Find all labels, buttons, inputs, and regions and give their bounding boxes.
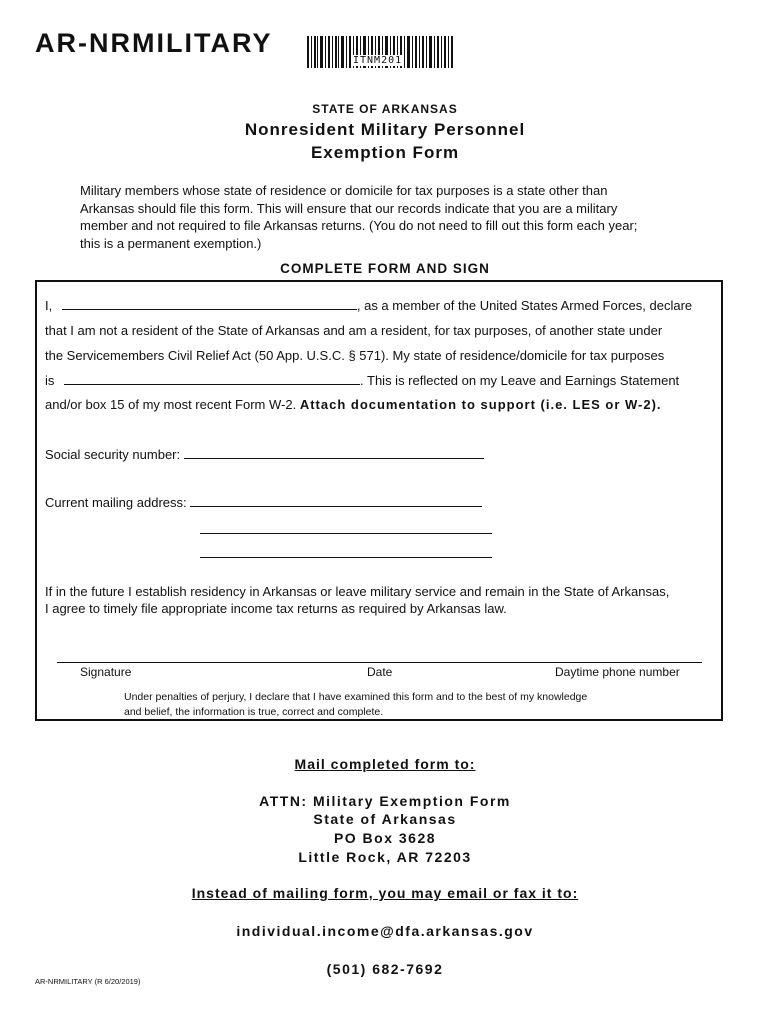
decl-prefix: I, [45,298,53,313]
mail-attn: ATTN: Military Exemption Form [259,793,511,809]
state-of-residence-field[interactable] [64,373,360,385]
future-line-1: If in the future I establish residency in Arkansas or leave military service and remain in the State of Arkansas, [45,584,670,599]
address-field-2[interactable] [200,522,492,534]
fax-number: (501) 682-7692 [326,961,444,977]
mail-po-box: PO Box 3628 [333,830,437,846]
perjury-line: and belief, the information is true, correct and complete. [124,706,384,718]
barcode-text: ITNM201 [353,55,403,66]
declaration-line-3: the Servicemembers Civil Relief Act (50 App. U.S.C. § 571). My state of residence/domicile for tax purposes [45,348,665,363]
form-title-line1: Nonresident Military Personnel [244,120,526,139]
name-field[interactable] [62,298,357,310]
revision-footer: AR-NRMILITARY (R 6/20/2019) [35,977,141,986]
intro-line: member and not required to file Arkansas returns. (You do not need to fill out this form each year; [80,218,638,233]
state-label: STATE OF ARKANSAS [312,102,458,116]
address-label: Current mailing address: [45,495,187,510]
declaration-line-5 [45,397,662,412]
phone-label: Daytime phone number [555,665,680,679]
form-id: AR-NRMILITARY [35,28,273,58]
signature-line[interactable] [57,662,702,663]
intro-paragraph [80,182,685,252]
perjury-statement [124,690,664,720]
address-row [45,495,482,510]
declaration-line-4 [45,373,679,388]
ssn-label: Social security number: [45,447,181,462]
section-heading: COMPLETE FORM AND SIGN [280,261,490,276]
address-field-1[interactable] [190,495,482,507]
date-label: Date [367,665,393,679]
decl-line4-suffix: . This is reflected on my Leave and Earnings Statement [360,373,680,388]
intro-line: this is a permanent exemption.) [80,235,262,251]
alt-contact-heading: Instead of mailing form, you may email or fax it to: [191,885,579,901]
ssn-row [45,447,484,462]
email-address[interactable]: individual.income@dfa.arkansas.gov [236,923,534,939]
address-field-3[interactable] [200,546,492,558]
mail-heading: Mail completed form to: [294,756,476,772]
signature-label: Signature [80,665,132,679]
mail-city: Little Rock, AR 72203 [298,849,472,865]
ssn-field[interactable] [184,447,484,459]
intro-line: Military members whose state of residence or domicile for tax purposes is a state other than [80,183,608,198]
declaration-line-2: that I am not a resident of the State of Arkansas and am a resident, for tax purposes, of another state under [45,323,663,338]
form-title-line2: Exemption Form [310,143,460,162]
perjury-line: Under penalties of perjury, I declare that I have examined this form and to the best of my knowledge [124,691,588,703]
declaration-line-1 [45,298,692,313]
decl-is: is [45,373,55,388]
decl-line5: and/or box 15 of my most recent Form W-2. [45,397,297,412]
intro-line: Arkansas should file this form. This will ensure that our records indicate that you are a military [80,200,618,216]
future-line-2: I agree to timely file appropriate income tax returns as required by Arkansas law. [45,601,507,616]
mail-org: State of Arkansas [313,811,457,827]
attach-note: Attach documentation to support (i.e. LES or W-2). [299,397,662,412]
decl-suffix: , as a member of the United States Armed Forces, declare [356,298,693,313]
